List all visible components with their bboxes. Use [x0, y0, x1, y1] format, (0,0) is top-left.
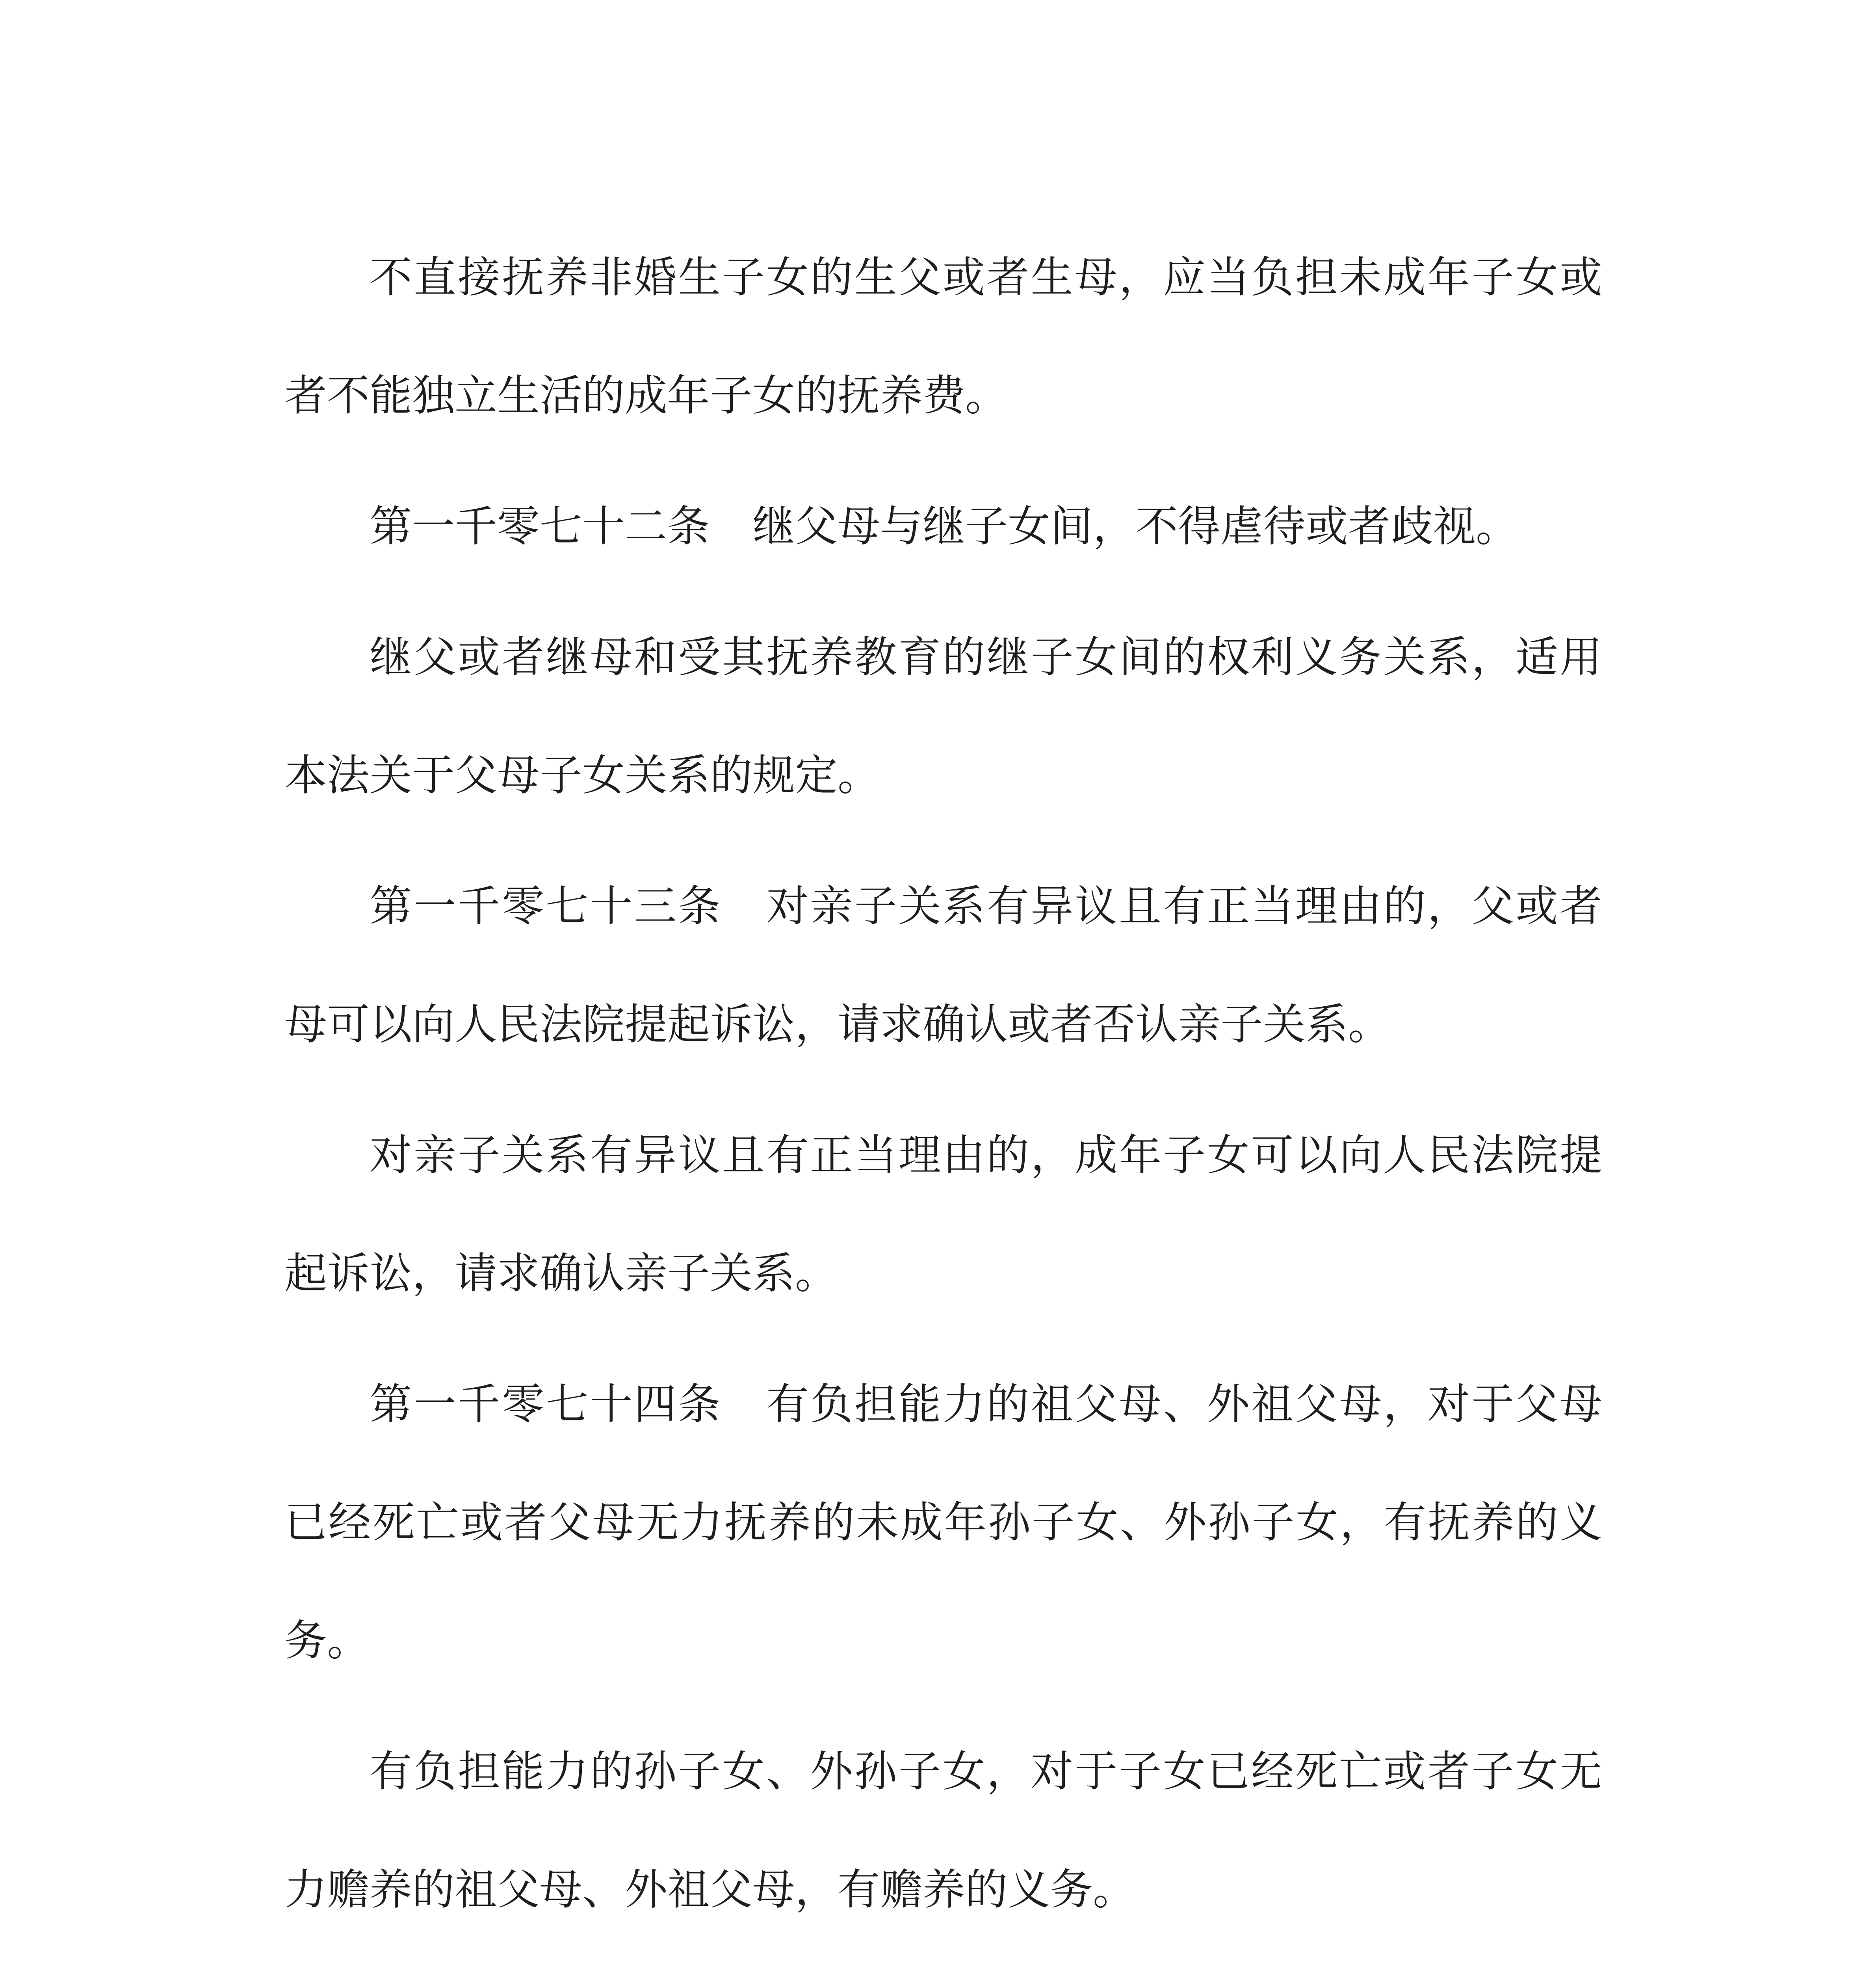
- paragraph-2: 第一千零七十二条 继父母与继子女间，不得虐待或者歧视。: [370, 502, 1519, 551]
- paragraph-5: 对亲子关系有异议且有正当理由的，成年子女可以向人民法院提起诉讼，请求确认亲子关系。: [284, 1131, 1602, 1298]
- paragraph-4: 第一千零七十三条 对亲子关系有异议且有正当理由的，父或者母可以向人民法院提起诉讼，请求确认或者否认亲子关系。: [284, 882, 1602, 1049]
- paragraph-6: 第一千零七十四条 有负担能力的祖父母、外祖父母，对于父母已经死亡或者父母无力抚养的未成年孙子女、外孙子女，有抚养的义务。: [284, 1380, 1602, 1665]
- paragraph-8: [284, 1962, 1602, 1970]
- document-body: [284, 219, 1602, 1970]
- paragraph-3: 继父或者继母和受其抚养教育的继子女间的权利义务关系，适用本法关于父母子女关系的规定。: [284, 633, 1602, 800]
- paragraph-7: 有负担能力的孙子女、外孙子女，对于子女已经死亡或者子女无力赡养的祖父母、外祖父母，有赡养的义务。: [284, 1747, 1602, 1914]
- paragraph-1: 不直接抚养非婚生子女的生父或者生母，应当负担未成年子女或者不能独立生活的成年子女的抚养费。: [284, 253, 1602, 420]
